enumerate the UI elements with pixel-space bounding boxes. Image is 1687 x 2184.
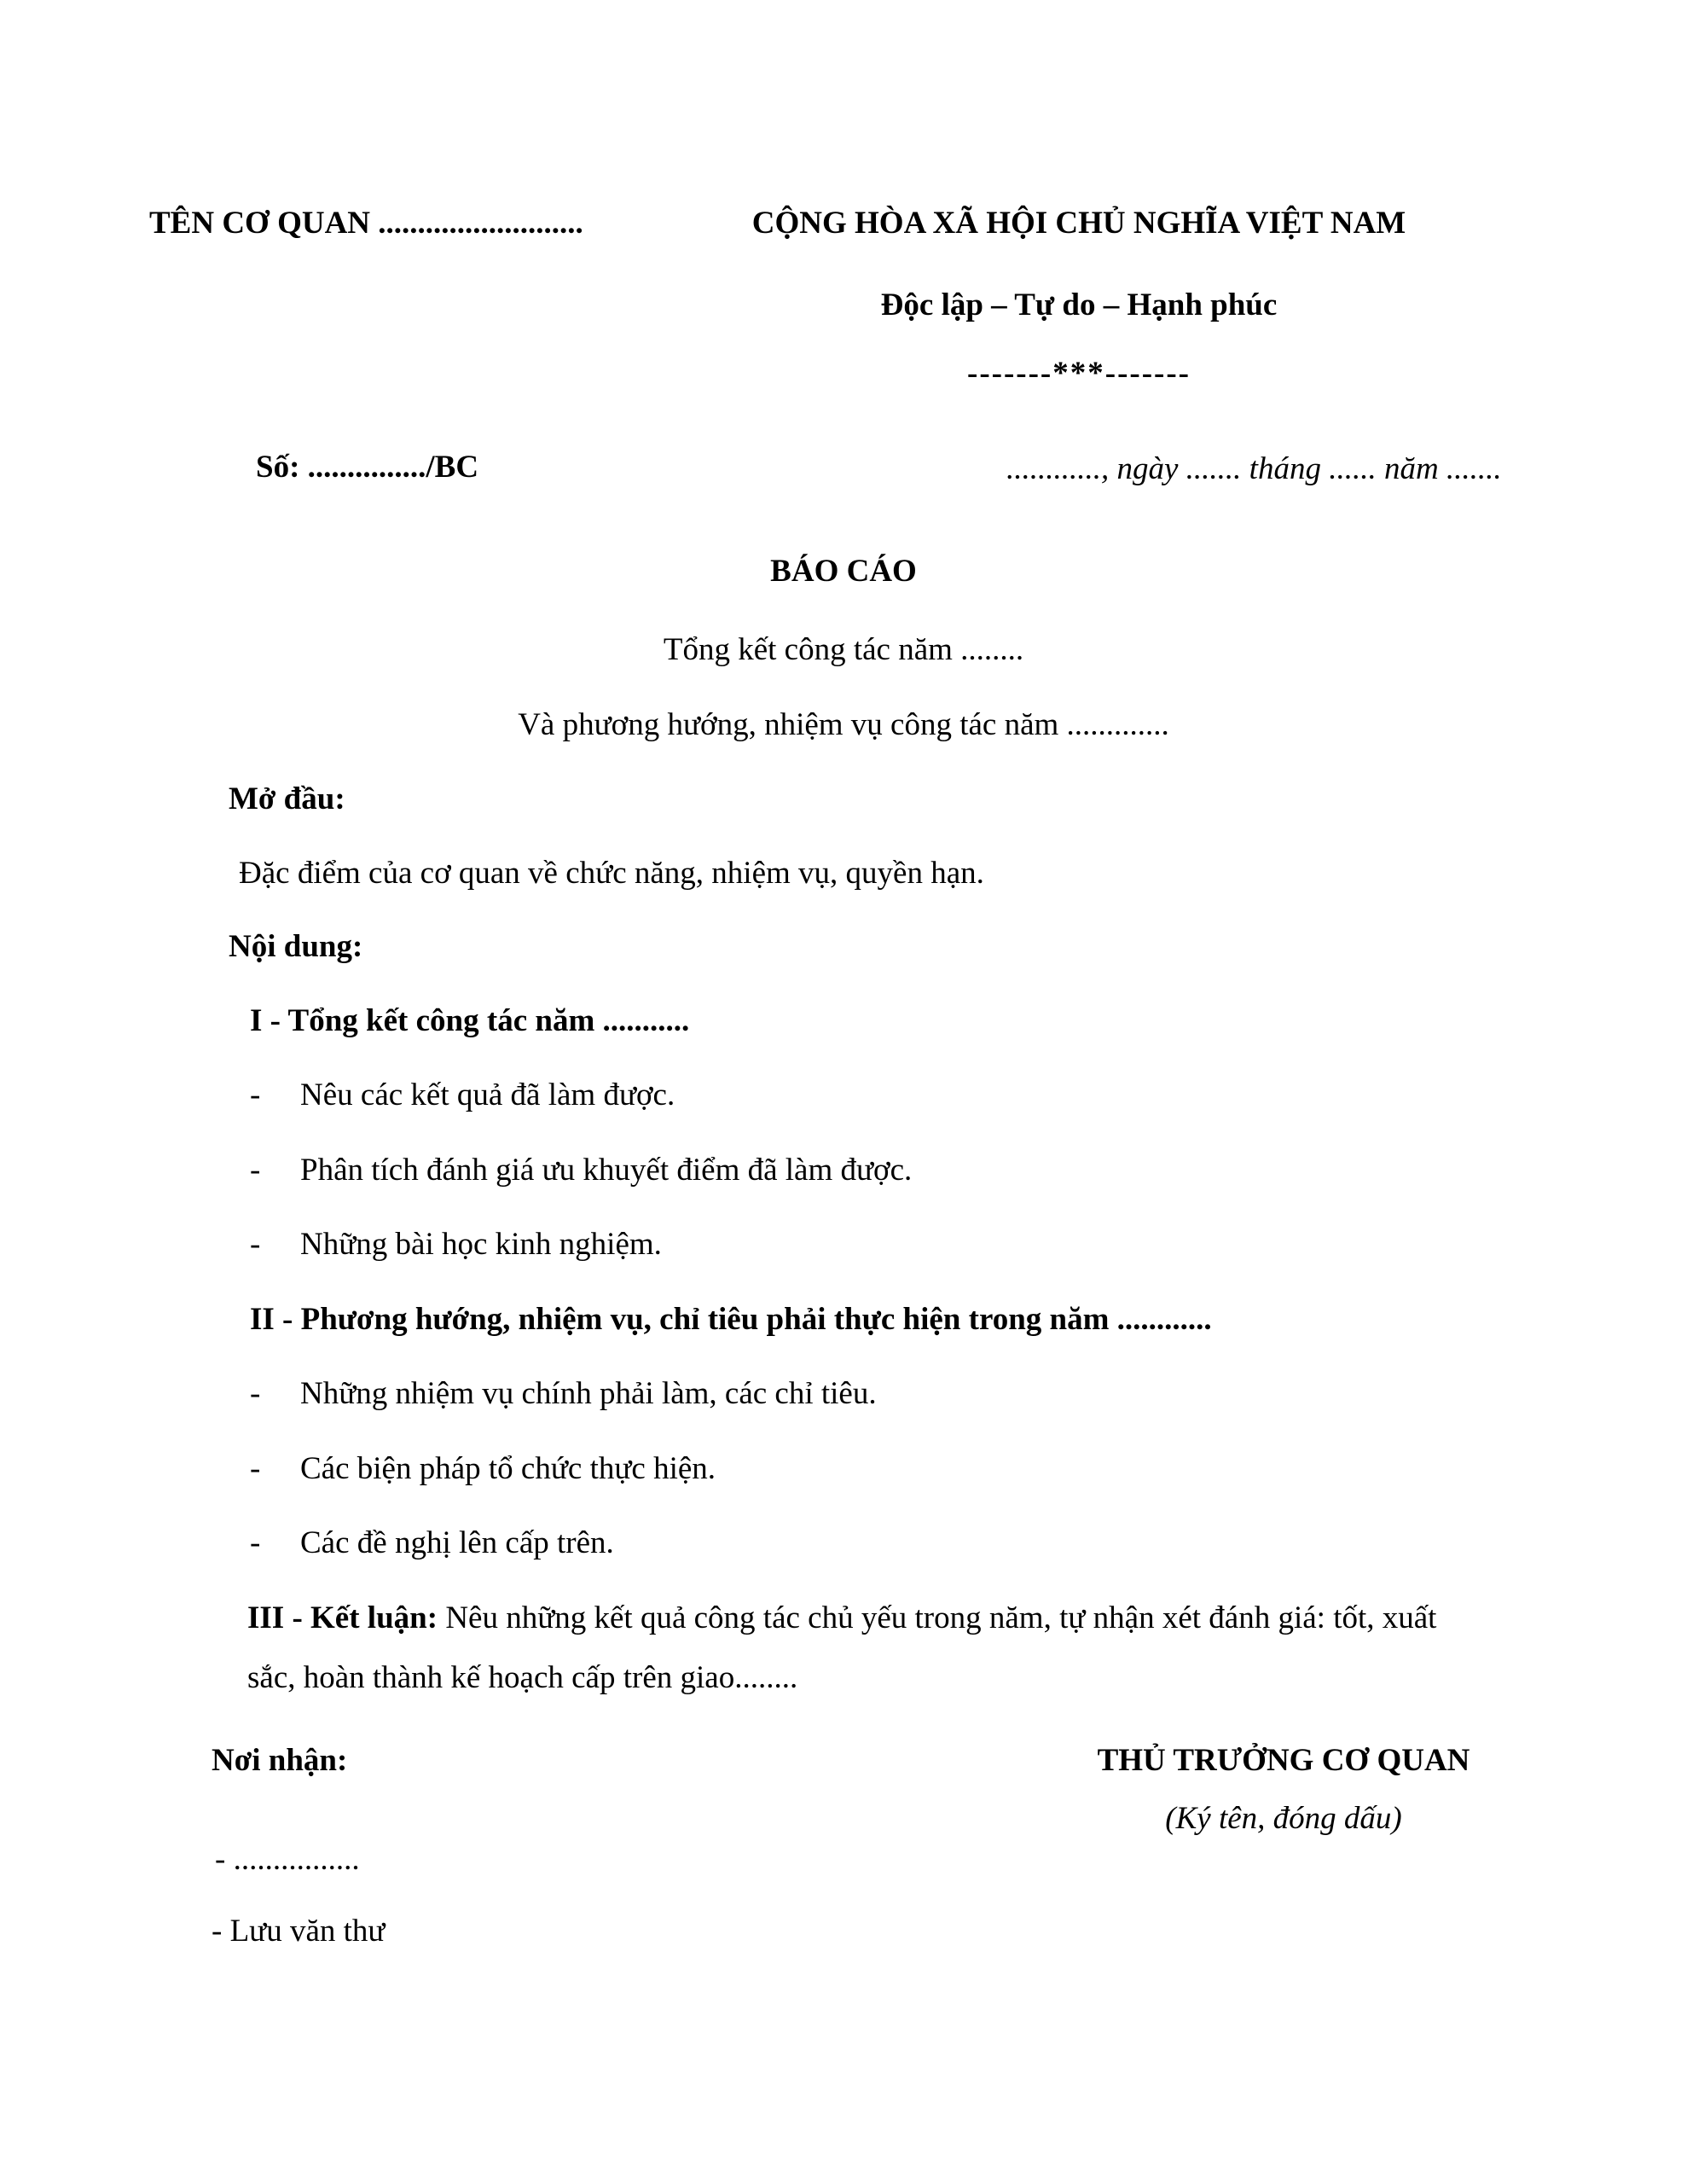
recipient-line: - Lưu văn thư (212, 1914, 386, 1949)
list-item-text: Phân tích đánh giá ưu khuyết điểm đã làm được. (300, 1153, 913, 1188)
list-item-text: Các biện pháp tổ chức thực hiện. (300, 1451, 716, 1486)
section3-conclusion-line1 (247, 1600, 1436, 1636)
list-item (250, 1152, 912, 1188)
date-line: ............, ngày ....... tháng ...... năm ....... (1006, 451, 1502, 486)
section1-heading: I - Tổng kết công tác năm ........... (250, 1003, 690, 1038)
national-title: CỘNG HÒA XÃ HỘI CHỦ NGHĨA VIỆT NAM (751, 206, 1406, 241)
doc-subtitle-year-summary: Tổng kết công tác năm ........ (663, 632, 1024, 667)
doc-title: BÁO CÁO (770, 554, 917, 589)
list-item (250, 1450, 716, 1487)
list-item (250, 1226, 662, 1263)
list-item-text: Nêu các kết quả đã làm được. (300, 1077, 675, 1112)
list-item (250, 1375, 877, 1412)
national-motto: Độc lập – Tự do – Hạnh phúc (880, 288, 1278, 322)
bullet-dash: - (250, 1153, 261, 1188)
list-item-text: Những bài học kinh nghiệm. (300, 1227, 662, 1262)
section3-heading: III - Kết luận: (247, 1600, 438, 1635)
section3-text: Nêu những kết quả công tác chủ yếu trong năm, tự nhận xét đánh giá: tốt, xuất (438, 1600, 1437, 1635)
section2-heading: II - Phương hướng, nhiệm vụ, chỉ tiêu phải thực hiện trong năm ............ (250, 1302, 1212, 1337)
list-item (250, 1525, 614, 1561)
org-name: TÊN CƠ QUAN .......................... (149, 206, 583, 241)
signer-note: (Ký tên, đóng dấu) (1165, 1801, 1402, 1836)
recipients-heading: Nơi nhận: (212, 1743, 348, 1778)
content-heading: Nội dung: (229, 929, 363, 964)
bullet-dash: - (250, 1376, 261, 1411)
list-item-text: Các đề nghị lên cấp trên. (300, 1525, 614, 1560)
list-item-text: Những nhiệm vụ chính phải làm, các chỉ tiêu. (300, 1376, 877, 1411)
section3-conclusion-line2: sắc, hoàn thành kế hoạch cấp trên giao........ (247, 1660, 798, 1695)
doc-number: Số: .............../BC (256, 450, 479, 485)
bullet-dash: - (250, 1525, 261, 1560)
bullet-dash: - (250, 1451, 261, 1486)
doc-subtitle-direction: Và phương hướng, nhiệm vụ công tác năm ............. (518, 707, 1169, 742)
header-separator: -------***------- (967, 356, 1191, 391)
recipient-line: - ................ (215, 1842, 360, 1877)
opening-body: Đặc điểm của cơ quan về chức năng, nhiệm vụ, quyền hạn. (239, 856, 984, 891)
signer-title: THỦ TRƯỞNG CƠ QUAN (1097, 1743, 1470, 1778)
bullet-dash: - (250, 1227, 261, 1262)
bullet-dash: - (250, 1077, 261, 1112)
opening-heading: Mở đầu: (229, 781, 345, 816)
list-item (250, 1077, 675, 1113)
